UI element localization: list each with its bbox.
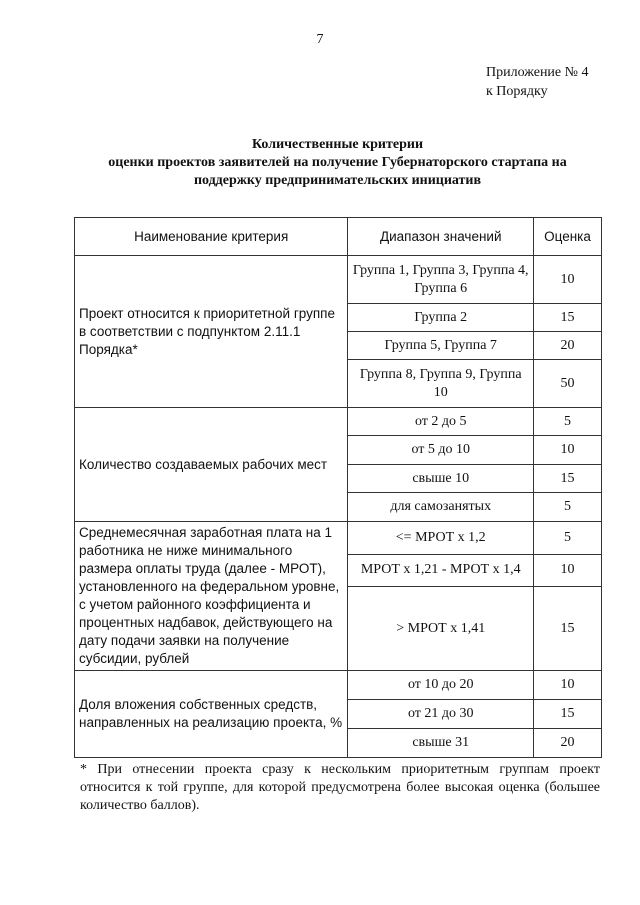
range-cell: Группа 1, Группа 3, Группа 4, Группа 6	[348, 256, 534, 304]
criterion-jobs: Количество создаваемых рабочих мест	[75, 408, 348, 522]
score-cell: 15	[534, 465, 602, 493]
score-cell: 15	[534, 304, 602, 332]
range-cell: > МРОТ х 1,41	[348, 587, 534, 671]
criteria-table	[74, 217, 602, 758]
page-number: 7	[316, 32, 324, 47]
range-cell: свыше 10	[348, 465, 534, 493]
range-cell: <= МРОТ х 1,2	[348, 522, 534, 555]
title-line-1: Количественные критерии	[251, 137, 424, 152]
header-range: Диапазон значений	[348, 218, 534, 256]
table-header-row	[75, 218, 602, 256]
score-cell: 10	[534, 671, 602, 700]
criterion-priority-group: Проект относится к приоритетной группе в соответствии с подпунктом 2.11.1 Порядка*	[75, 256, 348, 408]
table-row	[75, 408, 602, 436]
document-title	[60, 136, 615, 190]
range-cell: от 2 до 5	[348, 408, 534, 436]
score-cell: 10	[534, 436, 602, 465]
range-cell: МРОТ х 1,21 - МРОТ х 1,4	[348, 554, 534, 587]
range-cell: от 5 до 10	[348, 436, 534, 465]
score-cell: 5	[534, 493, 602, 522]
score-cell: 15	[534, 587, 602, 671]
score-cell: 10	[534, 256, 602, 304]
table-row	[75, 522, 602, 555]
score-cell: 50	[534, 360, 602, 408]
score-cell: 20	[534, 332, 602, 360]
table-row	[75, 256, 602, 304]
footnote: * При отнесении проекта сразу к нескольким приоритетным группам проект относится к той группе, для которой предусмотрена более высокая оценка (большее количество баллов).	[80, 762, 600, 813]
criterion-salary: Среднемесячная заработная плата на 1 работника не ниже минимального размера оплаты труда (далее - МРОТ), установленного на федеральном уровне, с учетом районного коэффициента и процентных надбавок, действующего на дату подачи заявки на получение субсидии, рублей	[75, 522, 348, 671]
range-cell: от 10 до 20	[348, 671, 534, 700]
criterion-own-funds: Доля вложения собственных средств, направленных на реализацию проекта, %	[75, 671, 348, 758]
appendix-reference	[486, 63, 589, 101]
score-cell: 20	[534, 729, 602, 758]
range-cell: для самозанятых	[348, 493, 534, 522]
range-cell: Группа 5, Группа 7	[348, 332, 534, 360]
header-score: Оценка	[534, 218, 602, 256]
score-cell: 5	[534, 522, 602, 555]
header-criterion: Наименование критерия	[75, 218, 348, 256]
appendix-number: Приложение № 4	[486, 65, 589, 80]
range-cell: от 21 до 30	[348, 700, 534, 729]
range-cell: свыше 31	[348, 729, 534, 758]
title-line-3: поддержку предпринимательских инициатив	[193, 173, 482, 188]
appendix-parent-doc: к Порядку	[486, 84, 548, 99]
score-cell: 10	[534, 554, 602, 587]
title-line-2: оценки проектов заявителей на получение Губернаторского стартапа на	[108, 155, 567, 170]
table-row	[75, 671, 602, 700]
range-cell: Группа 2	[348, 304, 534, 332]
score-cell: 15	[534, 700, 602, 729]
range-cell: Группа 8, Группа 9, Группа 10	[348, 360, 534, 408]
score-cell: 5	[534, 408, 602, 436]
